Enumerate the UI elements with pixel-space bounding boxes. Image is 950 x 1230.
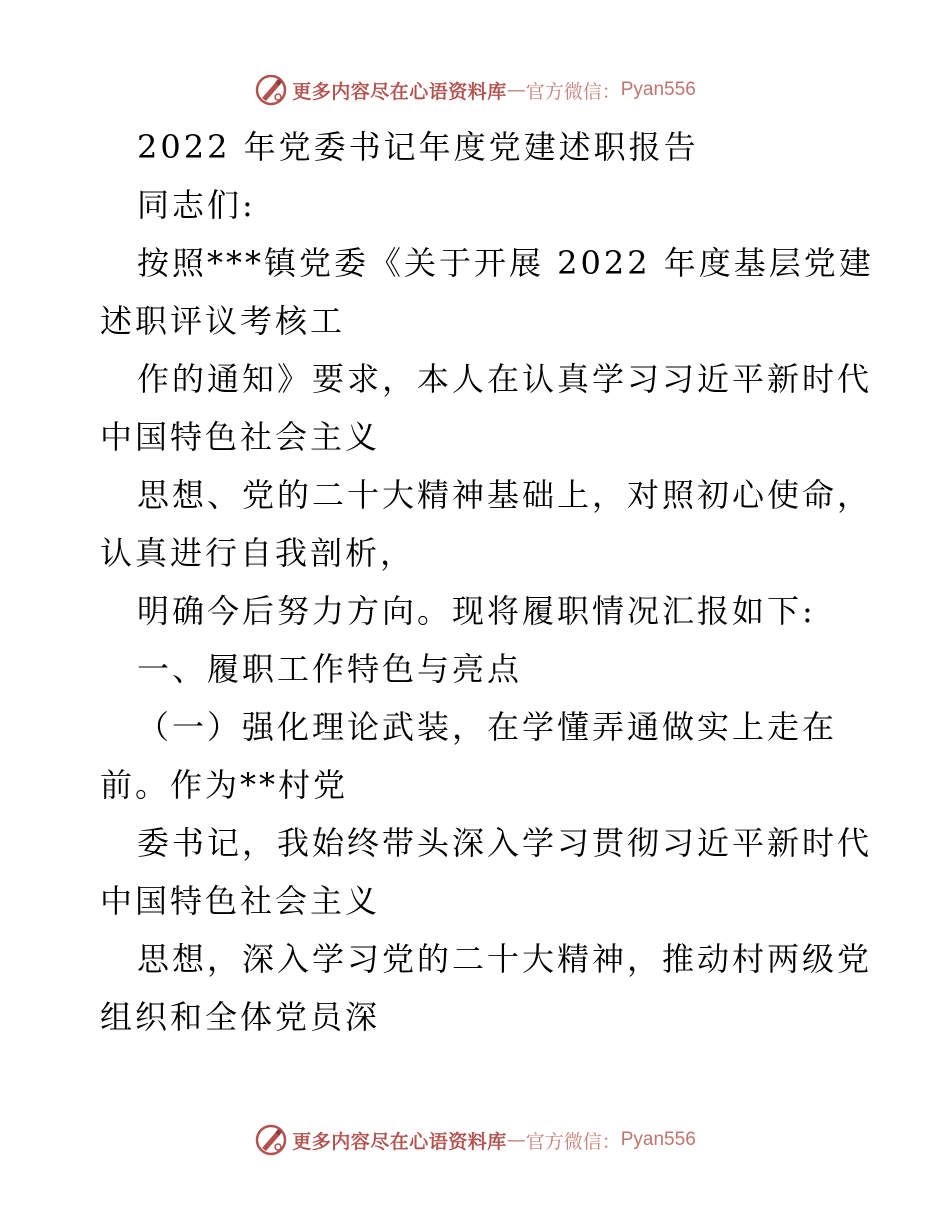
paragraph-line: 中国特色社会主义 bbox=[100, 418, 381, 456]
banner-separator: — bbox=[506, 79, 526, 101]
banner-wechat-id: Pyan556 bbox=[620, 1129, 696, 1150]
paragraph-line: 认真进行自我剖析， bbox=[100, 534, 416, 572]
paragraph-line: 组织和全体党员深 bbox=[100, 998, 381, 1036]
paragraph-line: 按照***镇党委《关于开展 2022 年度基层党建 bbox=[137, 244, 874, 282]
paragraph-line: 委书记，我始终带头深入学习贯彻习近平新时代 bbox=[137, 824, 873, 862]
banner-separator: — bbox=[506, 1129, 526, 1151]
paragraph-line: 明确今后努力方向。现将履职情况汇报如下: bbox=[137, 592, 816, 630]
paragraph-line: 作的通知》要求，本人在认真学习习近平新时代 bbox=[137, 360, 873, 398]
paragraph-line: 前。作为**村党 bbox=[100, 766, 349, 804]
document-body bbox=[100, 118, 874, 1046]
paragraph-line: 中国特色社会主义 bbox=[100, 882, 381, 920]
banner-main-text: 更多内容尽在心语资料库 bbox=[292, 80, 507, 103]
header-banner bbox=[0, 70, 950, 110]
salutation: 同志们: bbox=[137, 186, 256, 224]
banner-wechat-id: Pyan556 bbox=[620, 79, 696, 100]
section-heading: 一、履职工作特色与亮点 bbox=[137, 650, 523, 688]
banner-main-text: 更多内容尽在心语资料库 bbox=[292, 1130, 507, 1153]
document-title: 2022 年党委书记年度党建述职报告 bbox=[137, 128, 699, 166]
subsection-heading: （一）强化理论武装，在学懂弄通做实上走在 bbox=[137, 708, 838, 746]
banner-wechat-label: 官方微信： bbox=[525, 80, 621, 103]
paragraph-line: 思想、党的二十大精神基础上，对照初心使命， bbox=[137, 476, 873, 514]
paragraph-line: 思想，深入学习党的二十大精神，推动村两级党 bbox=[137, 940, 873, 978]
footer-banner bbox=[0, 1120, 950, 1160]
pen-circle-logo-icon bbox=[254, 73, 288, 107]
paragraph-line: 述职评议考核工 bbox=[100, 302, 346, 340]
banner-wechat-label: 官方微信： bbox=[525, 1130, 621, 1153]
pen-circle-logo-icon bbox=[254, 1123, 288, 1157]
